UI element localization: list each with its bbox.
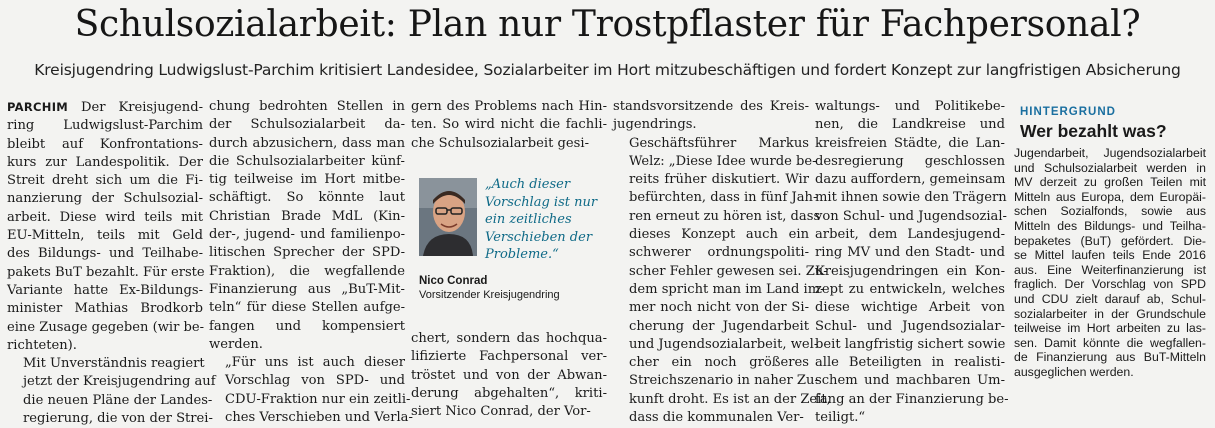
text-line: diese wichtige Arbeit von — [815, 300, 1005, 316]
text-line: fang an der Finanzierung be- — [815, 391, 1009, 407]
paragraph — [411, 330, 607, 421]
text-line: bleibt auf Konfrontations- — [7, 136, 203, 152]
quote-line: „Auch dieser — [485, 177, 571, 192]
text-line: teiligt.“ — [815, 410, 866, 426]
text-line: waltungs- und Politikebe- — [815, 99, 1005, 114]
text-line: siert Nico Conrad, der Vor- — [411, 404, 591, 420]
sidebar-text-line: Mitteln aus Europa, dem Europäi- — [1014, 189, 1206, 204]
text-line: nanzierung der Schulsozial- — [7, 191, 203, 207]
portrait-image — [419, 178, 477, 256]
sidebar-text-line: fraglich. Der Vorschlag von SPD — [1014, 277, 1206, 292]
text-line: dass die kommunalen Ver- — [629, 410, 804, 426]
text-line: arbeit, dem Landesjugend- — [815, 227, 1005, 243]
article-column-3-top — [411, 98, 607, 153]
portrait-photo — [419, 178, 477, 256]
text-line: die Schulsozialarbeiter künf- — [209, 153, 405, 169]
sidebar-text-line: sozialarbeiter in der Grundschule — [1014, 306, 1206, 321]
text-line: richteten). — [7, 337, 77, 353]
text-line: chert, sondern das hochqua- — [411, 331, 607, 346]
text-line: ren erneut zu hören ist, dass — [629, 208, 821, 224]
text-line: beit langfristig sichert sowie — [815, 336, 1006, 352]
text-line: kurs zur Landespolitik. Der — [7, 154, 203, 170]
text-line: desregierung geschlossen — [815, 153, 1005, 169]
text-line: derung abgehalten“, kriti- — [411, 385, 607, 401]
text-line: Welz: „Diese Idee wurde be- — [629, 153, 817, 169]
text-line: „Für uns ist auch dieser — [225, 355, 405, 371]
sidebar-text-line: und Schulsozialarbeit werden in — [1014, 160, 1206, 175]
text-line: nen, die Landkreise und — [815, 117, 1005, 133]
text-line: der Schulsozialarbeit da- — [209, 117, 405, 133]
quote-author-role: Vorsitzender Kreisjugendring — [419, 289, 560, 301]
text-line: chung bedrohten Stellen in — [209, 99, 405, 114]
text-line: die neuen Pläne der Landes- — [23, 392, 213, 408]
text-line: alle Beteiligten in realisti- — [815, 355, 1005, 371]
text-line: cher ein noch größeres — [629, 355, 809, 371]
text-line: dem spricht man im Land im- — [629, 281, 825, 297]
text-line: minister Mathias Brodkorb — [7, 301, 203, 317]
quote-line: ein zeitliches — [485, 212, 572, 227]
quote-box — [411, 170, 613, 320]
text-line: EU-Mitteln, teils mit Geld — [7, 228, 203, 244]
text-line: Geschäftsführer Markus — [629, 135, 809, 151]
text-line-content: Der Kreisjugend- — [68, 100, 203, 115]
text-line: standsvorsitzende des Kreis- — [613, 99, 809, 114]
sidebar-text-line: und CDU zielt darauf ab, Schul- — [1014, 291, 1206, 306]
subheadline: Kreisjugendring Ludwigslust-Parchim kritisiert Landesidee, Sozialarbeiter im Hort mitzubeschäftigen und fordert Konzept zur langfristigen Absicherung — [34, 61, 1181, 79]
text-line: befürchten, dass in fünf Jah- — [629, 190, 818, 206]
text-line: Fraktion), die wegfallende — [209, 263, 405, 279]
quote-author-name: Nico Conrad — [419, 275, 488, 287]
article-column-2 — [209, 98, 413, 427]
text-line: Schul- und Jugendsozialar- — [815, 318, 1005, 334]
text-line: schäftigt. So könnte laut — [209, 190, 405, 206]
text-line: arbeit. Diese wird teils mit — [7, 209, 203, 225]
text-line: ring Ludwigslust-Parchim — [7, 118, 203, 134]
paragraph — [411, 98, 607, 153]
quote-line: Probleme.“ — [485, 247, 559, 262]
text-line: des Bildungs- und Teilhabe- — [7, 246, 203, 262]
text-line: von Schul- und Jugendsozial- — [815, 208, 1007, 224]
paragraph — [613, 135, 831, 428]
sidebar-text-line: aus. Eine Weiterfinanzierung ist — [1014, 262, 1206, 277]
sidebar-body — [1014, 146, 1206, 380]
text-line: scher Fehler gewesen sei. Zu- — [629, 263, 828, 279]
text-line: dazu auffordern, gemeinsam — [815, 172, 1006, 188]
sidebar-text-line: ausgeglichen werden. — [1014, 364, 1134, 379]
paragraph — [209, 98, 405, 354]
text-line: Streit dreht sich um die Fi- — [7, 173, 203, 189]
text-line: Streichszenario in naher Zu- — [629, 373, 819, 389]
text-line: werden. — [209, 336, 263, 352]
text-line: schem und machbaren Um- — [815, 373, 1005, 389]
text-line: che Schulsozialarbeit gesi- — [411, 135, 589, 151]
text-line: der-, jugend- und familienpo- — [209, 227, 405, 243]
dateline: PARCHIM — [7, 100, 69, 114]
headline: Schulsozialarbeit: Plan nur Trostpflaster für Fachpersonal? — [74, 4, 1141, 45]
text-line: mit ihnen sowie den Trägern — [815, 190, 1007, 206]
text-line: mer noch nicht von der Si- — [629, 300, 809, 316]
text-line: ring MV und den Stadt- und — [815, 245, 1005, 261]
quote-line: Vorschlag ist nur — [485, 194, 598, 210]
sidebar-text-line: sen. Damit könnte die wegfallen- — [1014, 335, 1206, 350]
text-line: lifizierte Fachpersonal ver- — [411, 349, 607, 365]
text-line: reits früher diskutiert. Wir — [629, 172, 809, 188]
text-line: teln“ für diese Stellen aufge- — [209, 300, 405, 316]
quote-line: Verschieben der — [485, 229, 593, 245]
article-column-1 — [7, 98, 216, 428]
text-line: Variante hatte Ex-Bildungs- — [7, 282, 203, 298]
text-line: Mit Unverständnis reagiert — [23, 356, 205, 372]
sidebar-text-line: de Finanzierung aus BuT-Mitteln — [1014, 350, 1206, 365]
sidebar-text-line: Mitteln des Bildungs- und Teilha- — [1014, 218, 1206, 233]
pull-quote — [485, 176, 611, 264]
text-line: Vorschlag von SPD- und — [225, 373, 405, 389]
text-line: tröstet und von der Abwan- — [411, 367, 607, 383]
text-line: schwerer ordnungspoliti- — [629, 245, 809, 261]
text-line: Finanzierung aus „BuT-Mit- — [209, 281, 405, 297]
sidebar-title: Wer bezahlt was? — [1020, 121, 1167, 141]
text-line: jetzt der Kreisjugendring auf — [23, 374, 216, 390]
sidebar-text-line: MV derzeit zu großen Teilen mit — [1014, 175, 1206, 190]
background-sidebar — [1014, 104, 1210, 380]
sidebar-text-line: teilweise im Hort arbeiten zu las- — [1014, 321, 1206, 336]
text-line: Kreisjugendringen ein Kon- — [815, 263, 1005, 279]
text-line: litischen Sprecher der SPD- — [209, 245, 405, 261]
text-line: gern des Problems nach Hin- — [411, 99, 607, 114]
text-line — [7, 98, 203, 117]
text-line: ten. So wird nicht die fachli- — [411, 117, 607, 133]
paragraph — [209, 354, 413, 427]
paragraph — [7, 355, 216, 428]
sidebar-text-line: se Mittel laufen teils Ende 2016 — [1014, 248, 1206, 263]
paragraph — [613, 98, 809, 135]
text-line: fangen und kompensiert — [209, 318, 405, 334]
text-line: kunft droht. Es ist an der Zeit, — [629, 391, 831, 407]
text-line: Christian Brade MdL (Kin- — [209, 208, 405, 224]
article-column-3-bottom — [411, 330, 607, 421]
text-line: eine Zusage gegeben (wir be- — [7, 319, 205, 335]
text-line: jugendrings. — [613, 117, 697, 133]
text-line: kreisfreien Städte, die Lan- — [815, 135, 1005, 151]
sidebar-text-line: schen Sozialfonds, sowie aus — [1014, 204, 1206, 219]
sidebar-text-line: Jugendarbeit, Jugendsozialarbeit — [1014, 146, 1206, 160]
text-line: und Jugendsozialarbeit, wel- — [629, 336, 819, 352]
text-line: regierung, die von der Strei- — [23, 411, 213, 427]
text-line: cherung der Jugendarbeit — [629, 318, 809, 334]
sidebar-tag: HINTERGRUND — [1020, 106, 1116, 118]
text-line: dieses Konzept auch ein — [629, 227, 809, 243]
text-line: durch abzusichern, dass man — [209, 135, 405, 151]
text-line: pakets BuT bezahlt. Für erste — [7, 264, 205, 280]
text-line: ches Verschieben und Verla- — [225, 410, 413, 426]
paragraph — [815, 98, 1009, 427]
sidebar-text-line: bepaketes (BuT) gefördert. Die- — [1014, 233, 1206, 248]
paragraph — [7, 98, 203, 355]
article-column-5 — [815, 98, 1009, 427]
text-line: CDU-Fraktion nur ein zeitli- — [225, 391, 411, 407]
text-line: zept zu entwickeln, welches — [815, 281, 1005, 297]
article-column-4 — [613, 98, 831, 427]
text-line: tig teilweise im Hort mitbe- — [209, 172, 405, 188]
